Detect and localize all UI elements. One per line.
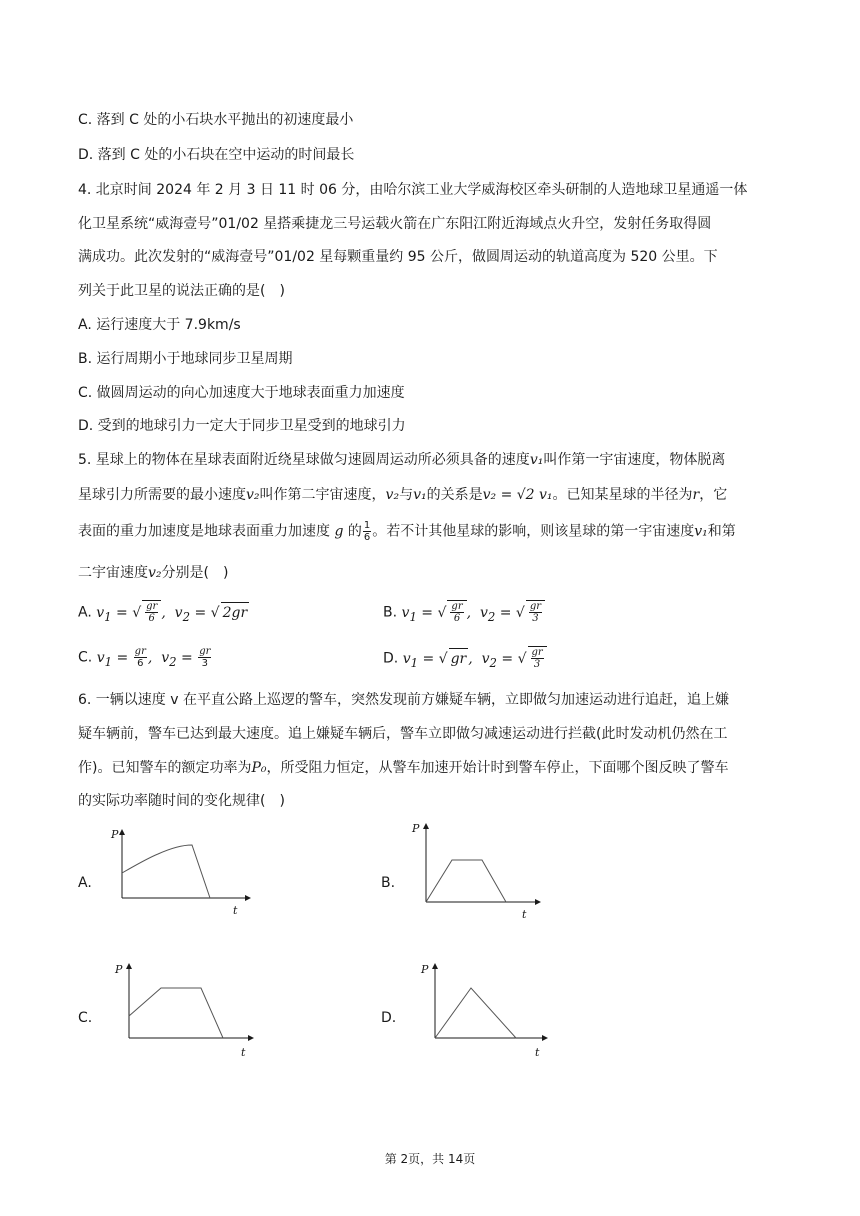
graph-a-label: A.	[78, 875, 92, 891]
q4-stem-line4: 列关于此卫星的说法正确的是( )	[78, 283, 285, 299]
q5-option-b: B. $v_1$ = √ $\frac{gr}{6}$ , $v_2$ = √ $\frac{gr}{3}$	[383, 600, 545, 626]
q4-option-a: A. 运行速度大于 7.9km/s	[78, 317, 241, 333]
q4-option-d: D. 受到的地球引力一定大于同步卫星受到的地球引力	[78, 418, 406, 434]
q4-stem-line3: 满成功。此次发射的“威海壹号”01/02 星每颗重量约 95 公斤，做圆周运动的轨道高度为 520 公里。下	[78, 249, 718, 265]
graph-c	[115, 962, 255, 1060]
svg-text:t: t	[233, 904, 238, 917]
q6-stem-line4: 的实际功率随时间的变化规律( )	[78, 793, 285, 809]
q4-option-b: B. 运行周期小于地球同步卫星周期	[78, 351, 293, 367]
q5-stem-line1: 5. 星球上的物体在星球表面附近绕星球做匀速圆周运动所必须具备的速度v₁叫作第一宇宙速度，物体脱离	[78, 452, 726, 468]
svg-text:P: P	[412, 822, 420, 835]
graph-b-label: B.	[381, 875, 396, 891]
q5-stem-line3: 表面的重力加速度是地球表面重力加速度 g 的 $\frac{1}{6}$ 。若不计其他星球的影响，则该星球的第一宇宙速度v₁和第	[78, 520, 736, 543]
q3-option-c: C. 落到 C 处的小石块水平抛出的初速度最小	[78, 112, 354, 128]
svg-text:t: t	[535, 1046, 540, 1059]
one-sixth-fraction: $\frac{1}{6}$	[363, 520, 371, 543]
q5-stem-line4: 二宇宙速度v₂分别是( )	[78, 565, 229, 581]
svg-text:P: P	[421, 963, 429, 976]
q4-stem-line1: 4. 北京时间 2024 年 2 月 3 日 11 时 06 分，由哈尔滨工业大学威海校区牵头研制的人造地球卫星通遥一体	[78, 182, 748, 198]
q5-option-c: C. $v_1$ = $\frac{gr}{6}$ , $v_2$ = $\frac{gr}{3}$	[78, 646, 211, 669]
svg-text:P: P	[111, 828, 119, 841]
page-footer: 第 2页，共 14页	[384, 1152, 476, 1166]
graph-d-label: D.	[381, 1010, 397, 1026]
svg-text:t: t	[241, 1046, 246, 1059]
graph-a	[108, 828, 253, 918]
q6-stem-line2: 疑车辆前，警车已达到最大速度。追上嫌疑车辆后，警车立即做匀减速运动进行拦截(此时发动机仍然在工	[78, 726, 728, 742]
q3-option-d: D. 落到 C 处的小石块在空中运动的时间最长	[78, 147, 355, 163]
q6-stem-line3: 作)。已知警车的额定功率为P₀，所受阻力恒定，从警车加速开始计时到警车停止，下面哪个图反映了警车	[78, 760, 729, 776]
q4-stem-line2: 化卫星系统“威海壹号”01/02 星搭乘捷龙三号运载火箭在广东阳江附近海域点火升空，发射任务取得圆	[78, 216, 712, 232]
q6-stem-line1: 6. 一辆以速度 v 在平直公路上巡逻的警车，突然发现前方嫌疑车辆，立即做匀加速运动进行追赶，追上嫌	[78, 692, 729, 708]
svg-text:t: t	[522, 908, 527, 921]
velocity-relation: v₂ = √2 v₁	[482, 487, 553, 503]
graph-b	[412, 822, 542, 922]
q4-option-c: C. 做圆周运动的向心加速度大于地球表面重力加速度	[78, 385, 405, 401]
q5-stem-line2: 星球引力所需要的最小速度v₂叫作第二宇宙速度，v₂与v₁的关系是v₂ = √2 v₁。已知某星球的半径为r，它	[78, 487, 728, 503]
svg-text:P: P	[115, 963, 123, 976]
graph-d	[421, 962, 551, 1060]
q5-option-d: D. $v_1$ = √ gr , $v_2$ = √ $\frac{gr}{3}$	[383, 646, 547, 672]
q5-option-a: A. $v_1$ = √ $\frac{gr}{6}$ , $v_2$ = √ 2gr	[78, 601, 248, 624]
v1-symbol: v₁	[529, 452, 544, 468]
graph-c-label: C.	[78, 1010, 93, 1026]
